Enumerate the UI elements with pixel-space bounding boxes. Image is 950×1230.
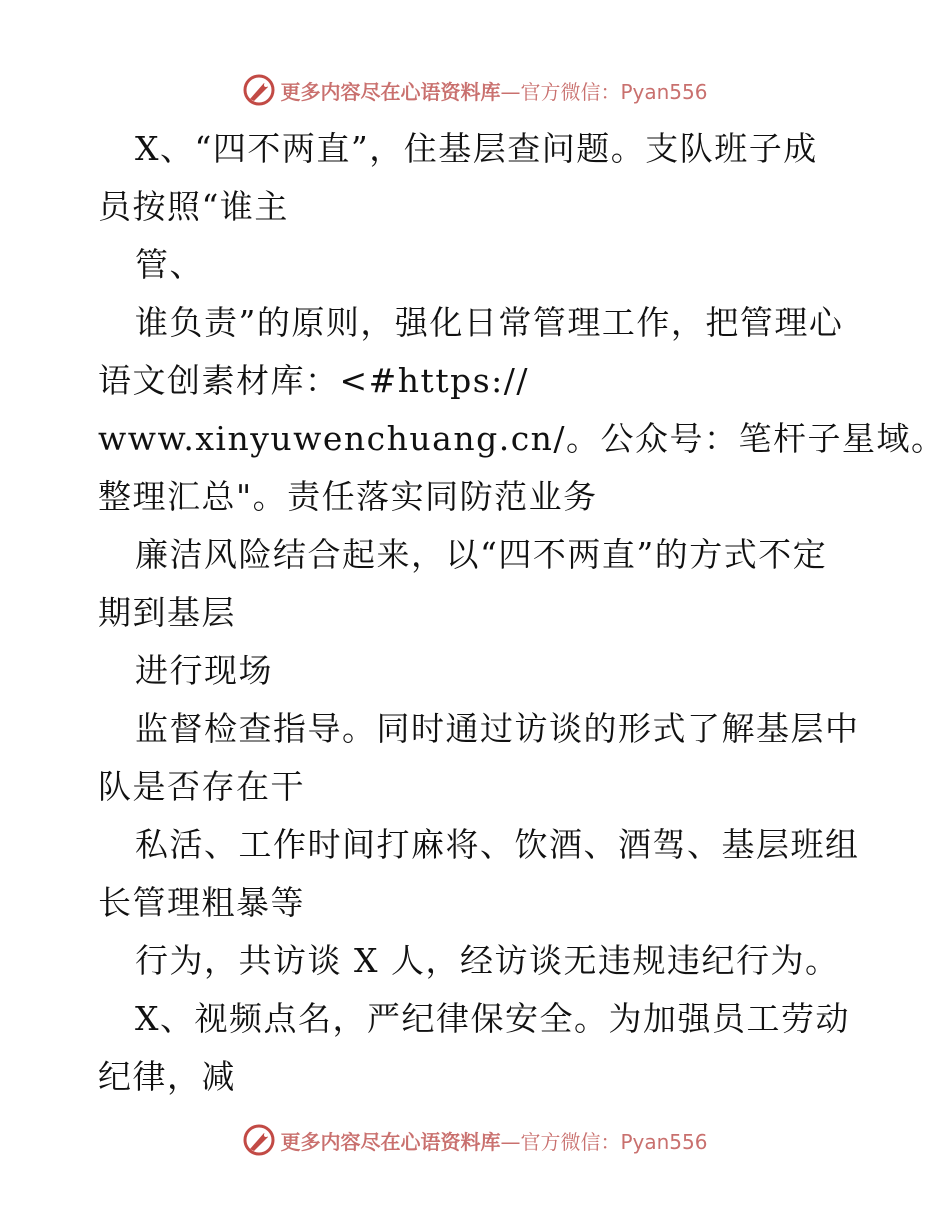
text-line: www.xinyuwenchuang.cn/。公众号：笔杆子星域。 [98,419,946,458]
header-watermark [0,70,950,110]
text-line: 员按照“谁主 [98,187,289,226]
text-line: 整理汇总"。责任落实同防范业务 [98,477,598,516]
text-line: 进行现场 [135,651,273,690]
pen-logo-icon [242,73,276,107]
text-line: 语文创素材库：<#https:// [98,361,529,400]
document-body [98,120,946,1106]
text-line: 廉洁风险结合起来，以“四不两直”的方式不定 [135,535,828,574]
text-line: 私活、工作时间打麻将、饮酒、酒驾、基层班组 [135,825,860,864]
text-line: 队是否存在干 [98,767,305,806]
text-line: 管、 [135,245,204,284]
text-line: X、视频点名，严纪律保安全。为加强员工劳动 [135,999,850,1038]
pen-logo-icon [242,1123,276,1157]
watermark-text: 更多内容尽在心语资料库—官方微信：Pyan556 [280,1129,708,1154]
text-line: X、“四不两直”，住基层查问题。支队班子成 [135,129,818,168]
text-line: 纪律，减 [98,1057,236,1096]
text-line: 行为，共访谈 X 人，经访谈无违规违纪行为。 [135,941,840,980]
text-line: 长管理粗暴等 [98,883,305,922]
footer-watermark [0,1120,950,1160]
text-line: 期到基层 [98,593,236,632]
text-line: 监督检查指导。同时通过访谈的形式了解基层中 [135,709,860,748]
text-line: 谁负责”的原则，强化日常管理工作，把管理心 [135,303,844,342]
watermark-text: 更多内容尽在心语资料库—官方微信：Pyan556 [280,79,708,104]
